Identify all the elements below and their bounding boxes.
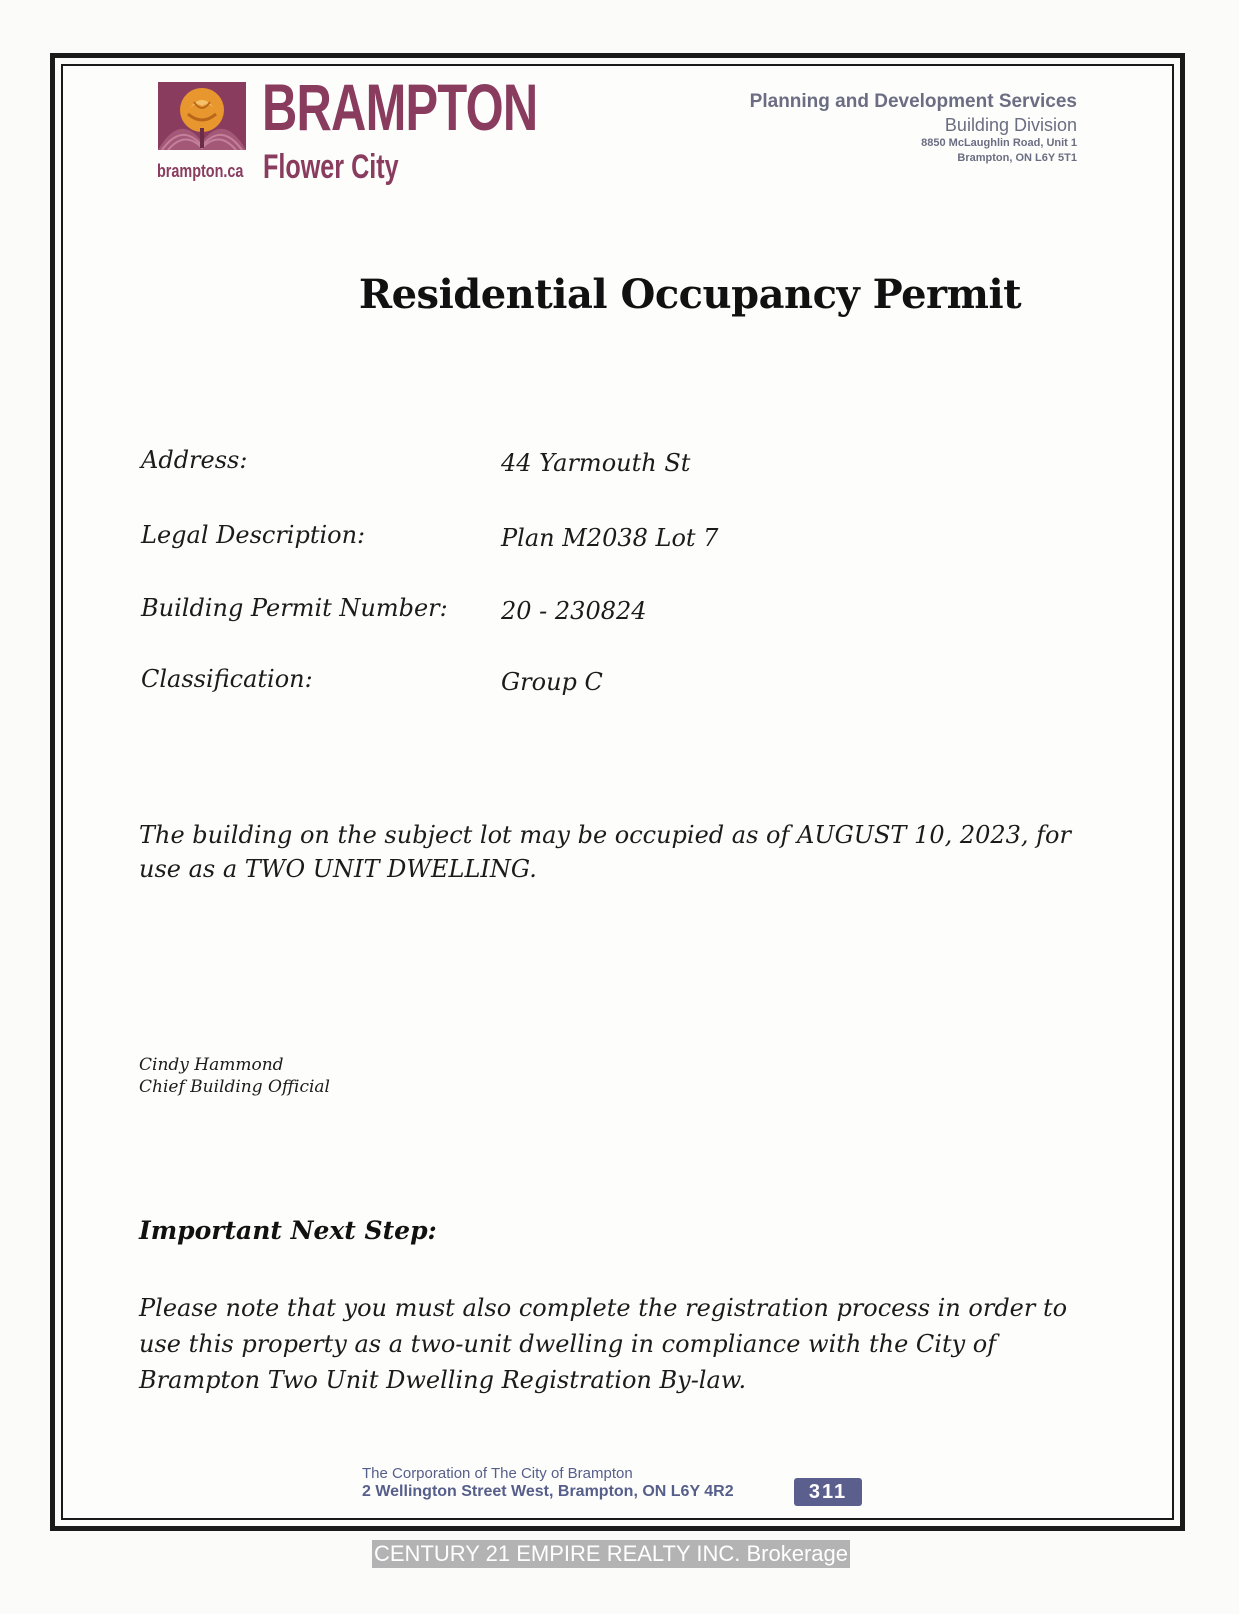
department-name: Planning and Development Services [749,91,1077,112]
field-label-legal-description: Legal Description: [141,521,366,549]
field-label-permit-number: Building Permit Number: [141,594,448,622]
field-value-address: 44 Yarmouth St [501,449,691,477]
logo-brampton-text: BRAMPTON [262,70,538,144]
field-label-classification: Classification: [141,665,313,693]
field-value-classification: Group C [501,668,603,696]
signatory-name: Cindy Hammond [139,1055,284,1075]
page-title: Residential Occupancy Permit [358,271,1022,318]
next-step-heading: Important Next Step: [139,1216,437,1245]
footer-address: 2 Wellington Street West, Brampton, ON L6Y 4R2 [362,1483,734,1500]
field-value-legal-description: Plan M2038 Lot 7 [501,524,719,552]
watermark: CENTURY 21 EMPIRE REALTY INC. Brokerage [374,1541,848,1566]
footer-corporation: The Corporation of The City of Brampton [362,1465,633,1482]
occupancy-statement: The building on the subject lot may be occupied as of AUGUST 10, 2023, for use as a TWO UNIT DWELLING. [139,821,1071,883]
field-value-permit-number: 20 - 230824 [501,597,647,625]
badge-311: 311 [794,1478,862,1506]
department-block [750,90,1077,166]
department-address-line1: 8850 McLaughlin Road, Unit 1 [921,137,1077,149]
logo-tagline: Flower City [263,148,399,186]
signatory-title: Chief Building Official [139,1077,330,1097]
division-name: Building Division [944,115,1077,135]
department-address-line2: Brampton, ON L6Y 5T1 [957,152,1077,164]
field-label-address: Address: [141,446,248,474]
logo-url: brampton.ca [157,161,244,181]
next-step-body: Please note that you must also complete the registration process in order to use this property as a two-unit dwelling in compliance with the City of Brampton Two Unit Dwelling Registration By-law. [139,1294,1068,1394]
flower-logo-icon [158,82,246,150]
